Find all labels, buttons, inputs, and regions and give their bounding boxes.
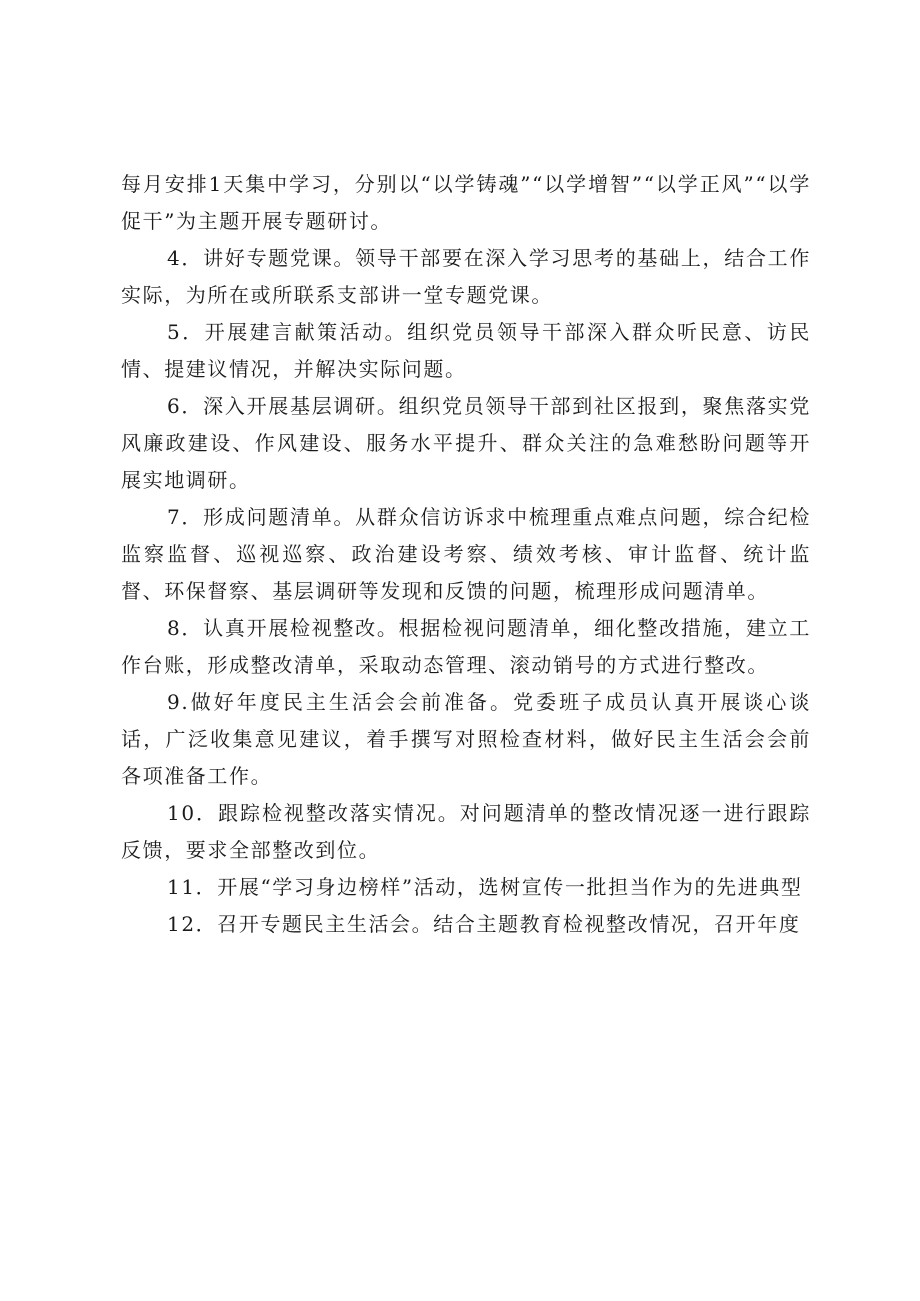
document-body	[121, 166, 811, 943]
paragraph-item-7: 7．形成问题清单。从群众信访诉求中梳理重点难点问题，综合纪检监察监督、巡视巡察、政治建设考察、绩效考核、审计监督、统计监督、环保督察、基层调研等发现和反馈的问题，梳理形成问题清单。	[121, 505, 811, 603]
paragraph-item-8: 8．认真开展检视整改。根据检视问题清单，细化整改措施，建立工作台账，形成整改清单，采取动态管理、滚动销号的方式进行整改。	[121, 616, 811, 677]
paragraph-item-4: 4．讲好专题党课。领导干部要在深入学习思考的基础上，结合工作实际，为所在或所联系支部讲一堂专题党课。	[121, 246, 811, 307]
paragraph-item-11: 11．开展“学习身边榜样”活动，选树宣传一批担当作为的先进典型	[167, 875, 803, 899]
paragraph-item-6: 6．深入开展基层调研。组织党员领导干部到社区报到，聚焦落实党风廉政建设、作风建设、服务水平提升、群众关注的急难愁盼问题等开展实地调研。	[121, 394, 811, 492]
paragraph-study-topics: 每月安排1天集中学习，分别以“以学铸魂”“以学增智”“以学正风”“以学促干”为主题开展专题研讨。	[121, 172, 811, 233]
paragraph-item-12: 12．召开专题民主生活会。结合主题教育检视整改情况，召开年度	[167, 912, 801, 936]
paragraph-item-9: 9.做好年度民主生活会会前准备。党委班子成员认真开展谈心谈话，广泛收集意见建议，着手撰写对照检查材料，做好民主生活会会前各项准备工作。	[121, 690, 811, 788]
paragraph-item-10: 10．跟踪检视整改落实情况。对问题清单的整改情况逐一进行跟踪反馈，要求全部整改到位。	[121, 801, 811, 862]
paragraph-item-5: 5．开展建言献策活动。组织党员领导干部深入群众听民意、访民情、提建议情况，并解决实际问题。	[121, 320, 811, 381]
